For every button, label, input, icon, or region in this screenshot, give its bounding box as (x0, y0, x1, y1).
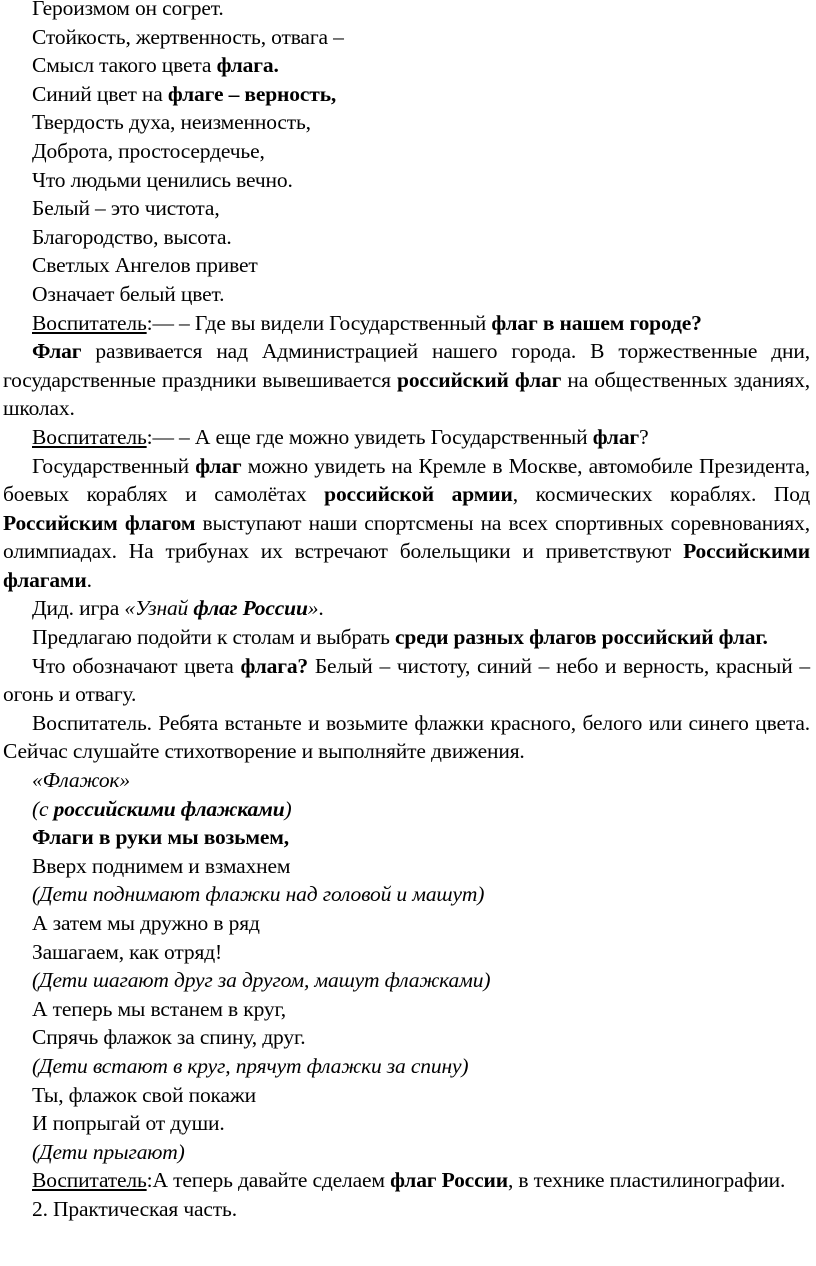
poem-text: Ты, флажок свой покажи (32, 1082, 256, 1107)
paragraph-text: Предлагаю подойти к столам и выбрать (32, 625, 396, 650)
poem-line (3, 909, 810, 938)
bold-text: российский флаг (397, 367, 562, 392)
poem-line (3, 1109, 810, 1138)
question-text: :— – А еще где можно увидеть Государственный (146, 424, 593, 449)
poem-text: Зашагаем, как отряд! (32, 939, 223, 964)
italic-text: (Дети поднимают флажки над головой и машут) (32, 882, 485, 907)
poem-line (3, 51, 810, 80)
paragraph-text: Государственный (32, 453, 196, 478)
poem-text: Смысл такого цвета (32, 53, 217, 78)
poem-line (3, 223, 810, 252)
paragraph-text: выступают наши спортсмены на всех спортивных соревнованиях, олимпиадах. На трибунах их встречают болельщики и приветствуют (3, 510, 810, 564)
poem-text: Что людьми ценились вечно. (32, 167, 293, 192)
paragraph-text: Белый – чистоту, синий – небо и верность, красный – огонь и отвагу. (3, 653, 810, 707)
poem-text: Благородство, высота. (32, 224, 232, 249)
paragraph-text: развивается над Администрацией нашего города. В торжественные дни, государственные праздники вывешивается (3, 339, 810, 392)
poem-title (3, 766, 810, 795)
paragraph (3, 337, 810, 423)
italic-text: (Дети шагают друг за другом, машут флажками) (32, 968, 491, 993)
bold-italic-text: российскими флажками (53, 796, 285, 821)
stage-direction (3, 1052, 810, 1081)
poem-line (3, 23, 810, 52)
italic-text: » (307, 596, 319, 621)
poem-text: И попрыгай от души. (32, 1111, 225, 1136)
paragraph-text: , космических кораблях. Под (512, 482, 810, 507)
poem-line (3, 1023, 810, 1052)
poem-text: Белый – это чистота, (32, 196, 220, 221)
poem-subtitle (3, 795, 810, 824)
poem-line (3, 280, 810, 309)
bold-text: Российскими флагами (3, 539, 810, 592)
paragraph-text: можно увидеть на Кремле в Москве, автомобиле Президента, боевых кораблях и самолётах (3, 453, 810, 507)
poem-line (3, 0, 810, 23)
question-text: :— – Где вы видели Государственный (146, 310, 492, 335)
poem-text: Светлых Ангелов привет (32, 253, 258, 278)
stage-direction (3, 1138, 810, 1167)
bold-italic-text: флаг России (193, 596, 308, 621)
bold-text: Российским флагом (3, 510, 196, 535)
italic-text: «Флажок» (32, 768, 130, 793)
paragraph-text: Дид. игра (32, 596, 125, 621)
question-bold-text: флаг (592, 424, 640, 449)
poem-text: Спрячь флажок за спину, друг. (32, 1025, 306, 1050)
question-bold-text: флаг в нашем городе? (491, 310, 702, 335)
question-text: ? (639, 424, 649, 449)
speaker-label: Воспитатель (32, 1168, 147, 1193)
italic-text: (Дети встают в круг, прячут флажки за спину) (32, 1053, 469, 1078)
stage-direction (3, 880, 810, 909)
poem-bold-text: флага. (216, 53, 279, 78)
poem-text: Синий цвет на (32, 81, 168, 106)
poem-text: А затем мы дружно в ряд (32, 911, 260, 935)
poem-line (3, 823, 810, 852)
bold-text: российской армии (324, 482, 513, 507)
paragraph-text: , в технике пластилинографии. (507, 1168, 786, 1193)
stage-direction (3, 966, 810, 995)
poem-line (3, 80, 810, 109)
speaker-label: Воспитатель (32, 424, 147, 449)
italic-text: (с (32, 796, 54, 821)
poem-text: Означает белый цвет. (32, 281, 225, 306)
paragraph (3, 1166, 810, 1195)
italic-text: ) (284, 796, 292, 821)
poem-text: Героизмом он согрет. (32, 0, 224, 20)
teacher-question (3, 423, 810, 452)
poem-text: Вверх поднимем и взмахнем (32, 853, 291, 878)
poem-bold-text: флаге – верность, (167, 81, 337, 106)
bold-text: среди разных флагов российский флаг. (395, 625, 768, 650)
paragraph-text: . (86, 567, 92, 592)
poem-text: Стойкость, жертвенность, отвага – (32, 24, 344, 49)
poem-line (3, 938, 810, 967)
section-heading: 2. Практическая часть. (32, 1196, 237, 1221)
paragraph: Воспитатель. Ребята встаньте и возьмите флажки красного, белого или синего цвета. Сейчас слушайте стихотворение и выполняйте движения. (3, 710, 810, 764)
italic-text: (Дети прыгают) (32, 1139, 185, 1164)
bold-text: флаг России (390, 1168, 508, 1193)
teacher-question (3, 309, 810, 338)
paragraph (3, 452, 810, 595)
poem-line (3, 852, 810, 881)
bold-text: флага? (240, 653, 309, 678)
speaker-label: Воспитатель (32, 310, 147, 335)
paragraph (3, 652, 810, 709)
game-title (3, 594, 810, 623)
poem-line (3, 1081, 810, 1110)
italic-text: «Узнай (124, 596, 194, 621)
paragraph (3, 623, 810, 652)
poem-text: А теперь мы встанем в круг, (32, 996, 286, 1021)
poem-text: Твердость духа, неизменность, (32, 110, 311, 135)
bold-text: флаг (195, 453, 242, 478)
poem-text: Доброта, простосердечье, (32, 138, 265, 163)
poem-line (3, 194, 810, 223)
poem-line (3, 251, 810, 280)
poem-line (3, 108, 810, 137)
paragraph-text: . (318, 596, 324, 621)
paragraph-text: на общественных зданиях, школах. (3, 367, 810, 421)
poem-bold-text: Флаги в руки мы возьмем, (32, 825, 289, 850)
poem-line (3, 995, 810, 1024)
bold-text: Флаг (32, 339, 82, 364)
paragraph-text: :А теперь давайте сделаем (146, 1168, 391, 1193)
paragraph-text: Что обозначают цвета (32, 653, 241, 678)
poem-line (3, 166, 810, 195)
poem-line (3, 137, 810, 166)
